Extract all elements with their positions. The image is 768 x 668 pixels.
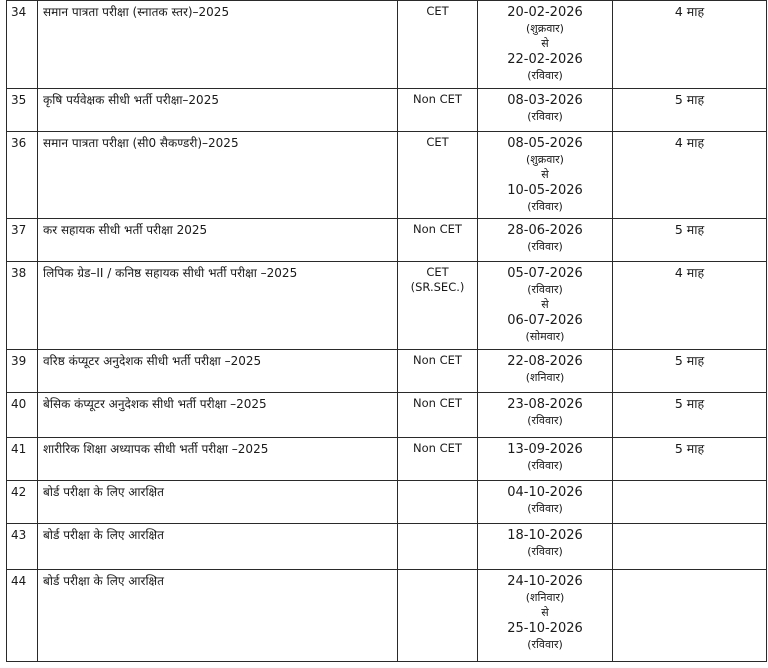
table-row: [7, 350, 767, 393]
serial-number: 35: [11, 93, 27, 107]
exam-schedule-table: [6, 0, 767, 662]
serial-number-cell: [7, 89, 38, 132]
exam-name-cell: [38, 524, 398, 570]
exam-name-cell: [38, 89, 398, 132]
exam-type-cell: [398, 481, 478, 524]
duration-cell: [613, 89, 767, 132]
serial-number-cell: [7, 524, 38, 570]
exam-start-date: 08-03-2026: [507, 93, 583, 108]
exam-end-day: (रविवार): [527, 200, 563, 213]
exam-type-cell: [398, 1, 478, 89]
exam-date-cell: [478, 132, 613, 219]
exam-date-cell: [478, 438, 613, 481]
exam-start-day: (शुक्रवार): [526, 22, 564, 35]
exam-end-date: 22-02-2026: [507, 52, 583, 67]
exam-name: बेसिक कंप्यूटर अनुदेशक सीधी भर्ती परीक्षा –2025: [43, 397, 267, 411]
serial-number-cell: [7, 1, 38, 89]
exam-name-cell: [38, 570, 398, 662]
serial-number: 37: [11, 223, 27, 237]
exam-start-date: 13-09-2026: [507, 442, 583, 457]
exam-name-cell: [38, 219, 398, 262]
exam-start-day: (रविवार): [527, 414, 563, 427]
serial-number: 38: [11, 266, 27, 280]
table-row: [7, 438, 767, 481]
exam-date-cell: [478, 262, 613, 350]
exam-name: कृषि पर्यवेक्षक सीधी भर्ती परीक्षा–2025: [43, 93, 219, 107]
exam-name: लिपिक ग्रेड–II / कनिष्ठ सहायक सीधी भर्ती परीक्षा –2025: [43, 266, 298, 280]
exam-start-day: (शनिवार): [525, 371, 565, 384]
serial-number-cell: [7, 350, 38, 393]
exam-type-cell: [398, 350, 478, 393]
exam-date-cell: [478, 1, 613, 89]
table-row: [7, 1, 767, 89]
serial-number-cell: [7, 481, 38, 524]
serial-number-cell: [7, 132, 38, 219]
duration-cell: [613, 1, 767, 89]
exam-date-cell: [478, 393, 613, 438]
exam-type: CET: [426, 4, 449, 18]
exam-type-cell: [398, 132, 478, 219]
exam-date-cell: [478, 219, 613, 262]
duration: 4 माह: [674, 4, 705, 19]
table-row: [7, 89, 767, 132]
serial-number: 42: [11, 485, 27, 499]
exam-end-date: 10-05-2026: [507, 183, 583, 198]
serial-number: 36: [11, 136, 27, 150]
exam-date-cell: [478, 350, 613, 393]
table-row: [7, 219, 767, 262]
exam-name-cell: [38, 393, 398, 438]
exam-start-date: 24-10-2026: [507, 574, 583, 589]
exam-start-day: (रविवार): [527, 240, 563, 253]
exam-end-day: (रविवार): [527, 638, 563, 651]
exam-type-qualifier: (SR.SEC.): [410, 280, 465, 294]
duration-cell: [613, 219, 767, 262]
serial-number-cell: [7, 393, 38, 438]
exam-start-day: (रविवार): [527, 545, 563, 558]
exam-type-cell: [398, 219, 478, 262]
serial-number-cell: [7, 438, 38, 481]
exam-name-cell: [38, 262, 398, 350]
table-row: [7, 481, 767, 524]
exam-date-cell: [478, 89, 613, 132]
table-row: [7, 524, 767, 570]
exam-name: कर सहायक सीधी भर्ती परीक्षा 2025: [43, 223, 208, 237]
duration: [613, 524, 766, 527]
exam-type: [398, 524, 477, 527]
exam-start-day: (शुक्रवार): [526, 153, 564, 166]
exam-name-cell: [38, 132, 398, 219]
exam-start-day: (शनिवार): [525, 591, 565, 604]
exam-start-day: (रविवार): [527, 283, 563, 296]
exam-start-day: (रविवार): [527, 459, 563, 472]
exam-type-cell: [398, 393, 478, 438]
duration: 5 माह: [674, 92, 705, 107]
duration: 4 माह: [674, 135, 705, 150]
duration: 5 माह: [674, 222, 705, 237]
exam-end-day: (रविवार): [527, 69, 563, 82]
exam-type-cell: [398, 89, 478, 132]
serial-number: 40: [11, 397, 27, 411]
duration-cell: [613, 350, 767, 393]
exam-start-date: 04-10-2026: [507, 485, 583, 500]
exam-type-cell: [398, 524, 478, 570]
exam-start-date: 23-08-2026: [507, 397, 583, 412]
exam-schedule-body: [7, 1, 767, 662]
exam-type: CET: [426, 135, 449, 149]
exam-name-cell: [38, 481, 398, 524]
exam-type: CET: [426, 265, 449, 279]
serial-number: 41: [11, 442, 27, 456]
exam-type: Non CET: [413, 92, 462, 106]
duration: 4 माह: [674, 265, 705, 280]
exam-type: [398, 570, 477, 573]
serial-number: 34: [11, 5, 27, 19]
serial-number-cell: [7, 219, 38, 262]
duration: [613, 570, 766, 573]
duration-cell: [613, 570, 767, 662]
exam-name: शारीरिक शिक्षा अध्यापक सीधी भर्ती परीक्षा –2025: [43, 442, 269, 456]
exam-name: समान पात्रता परीक्षा (स्नातक स्तर)–2025: [43, 5, 230, 19]
exam-start-date: 05-07-2026: [507, 266, 583, 281]
table-row: [7, 262, 767, 350]
exam-date-cell: [478, 570, 613, 662]
exam-name: बोर्ड परीक्षा के लिए आरक्षित: [43, 574, 165, 588]
duration-cell: [613, 132, 767, 219]
duration: 5 माह: [674, 353, 705, 368]
exam-date-cell: [478, 524, 613, 570]
exam-name: बोर्ड परीक्षा के लिए आरक्षित: [43, 528, 165, 542]
exam-date-cell: [478, 481, 613, 524]
exam-name-cell: [38, 350, 398, 393]
duration-cell: [613, 438, 767, 481]
exam-type: [398, 481, 477, 484]
exam-name: वरिष्ठ कंप्यूटर अनुदेशक सीधी भर्ती परीक्षा –2025: [43, 354, 262, 368]
table-row: [7, 393, 767, 438]
serial-number-cell: [7, 262, 38, 350]
duration: 5 माह: [674, 441, 705, 456]
duration-cell: [613, 481, 767, 524]
exam-type-cell: [398, 570, 478, 662]
duration-cell: [613, 393, 767, 438]
exam-name: बोर्ड परीक्षा के लिए आरक्षित: [43, 485, 165, 499]
date-range-separator: से: [541, 298, 549, 311]
exam-type-cell: [398, 262, 478, 350]
exam-start-date: 20-02-2026: [507, 5, 583, 20]
exam-start-day: (रविवार): [527, 502, 563, 515]
exam-start-day: (रविवार): [527, 110, 563, 123]
exam-start-date: 28-06-2026: [507, 223, 583, 238]
exam-end-date: 06-07-2026: [507, 313, 583, 328]
exam-type: Non CET: [413, 396, 462, 410]
serial-number: 39: [11, 354, 27, 368]
exam-name-cell: [38, 1, 398, 89]
exam-end-day: (सोमवार): [525, 330, 565, 343]
table-row: [7, 570, 767, 662]
date-range-separator: से: [541, 37, 549, 50]
date-range-separator: से: [541, 606, 549, 619]
exam-name: समान पात्रता परीक्षा (सी0 सैकण्डरी)–2025: [43, 136, 239, 150]
exam-start-date: 18-10-2026: [507, 528, 583, 543]
serial-number: 44: [11, 574, 27, 588]
exam-type: Non CET: [413, 222, 462, 236]
exam-end-date: 25-10-2026: [507, 621, 583, 636]
exam-name-cell: [38, 438, 398, 481]
table-row: [7, 132, 767, 219]
duration: 5 माह: [674, 396, 705, 411]
exam-type-cell: [398, 438, 478, 481]
exam-start-date: 22-08-2026: [507, 354, 583, 369]
duration: [613, 481, 766, 484]
serial-number-cell: [7, 570, 38, 662]
exam-type: Non CET: [413, 441, 462, 455]
exam-type: Non CET: [413, 353, 462, 367]
date-range-separator: से: [541, 168, 549, 181]
duration-cell: [613, 262, 767, 350]
serial-number: 43: [11, 528, 27, 542]
duration-cell: [613, 524, 767, 570]
exam-start-date: 08-05-2026: [507, 136, 583, 151]
